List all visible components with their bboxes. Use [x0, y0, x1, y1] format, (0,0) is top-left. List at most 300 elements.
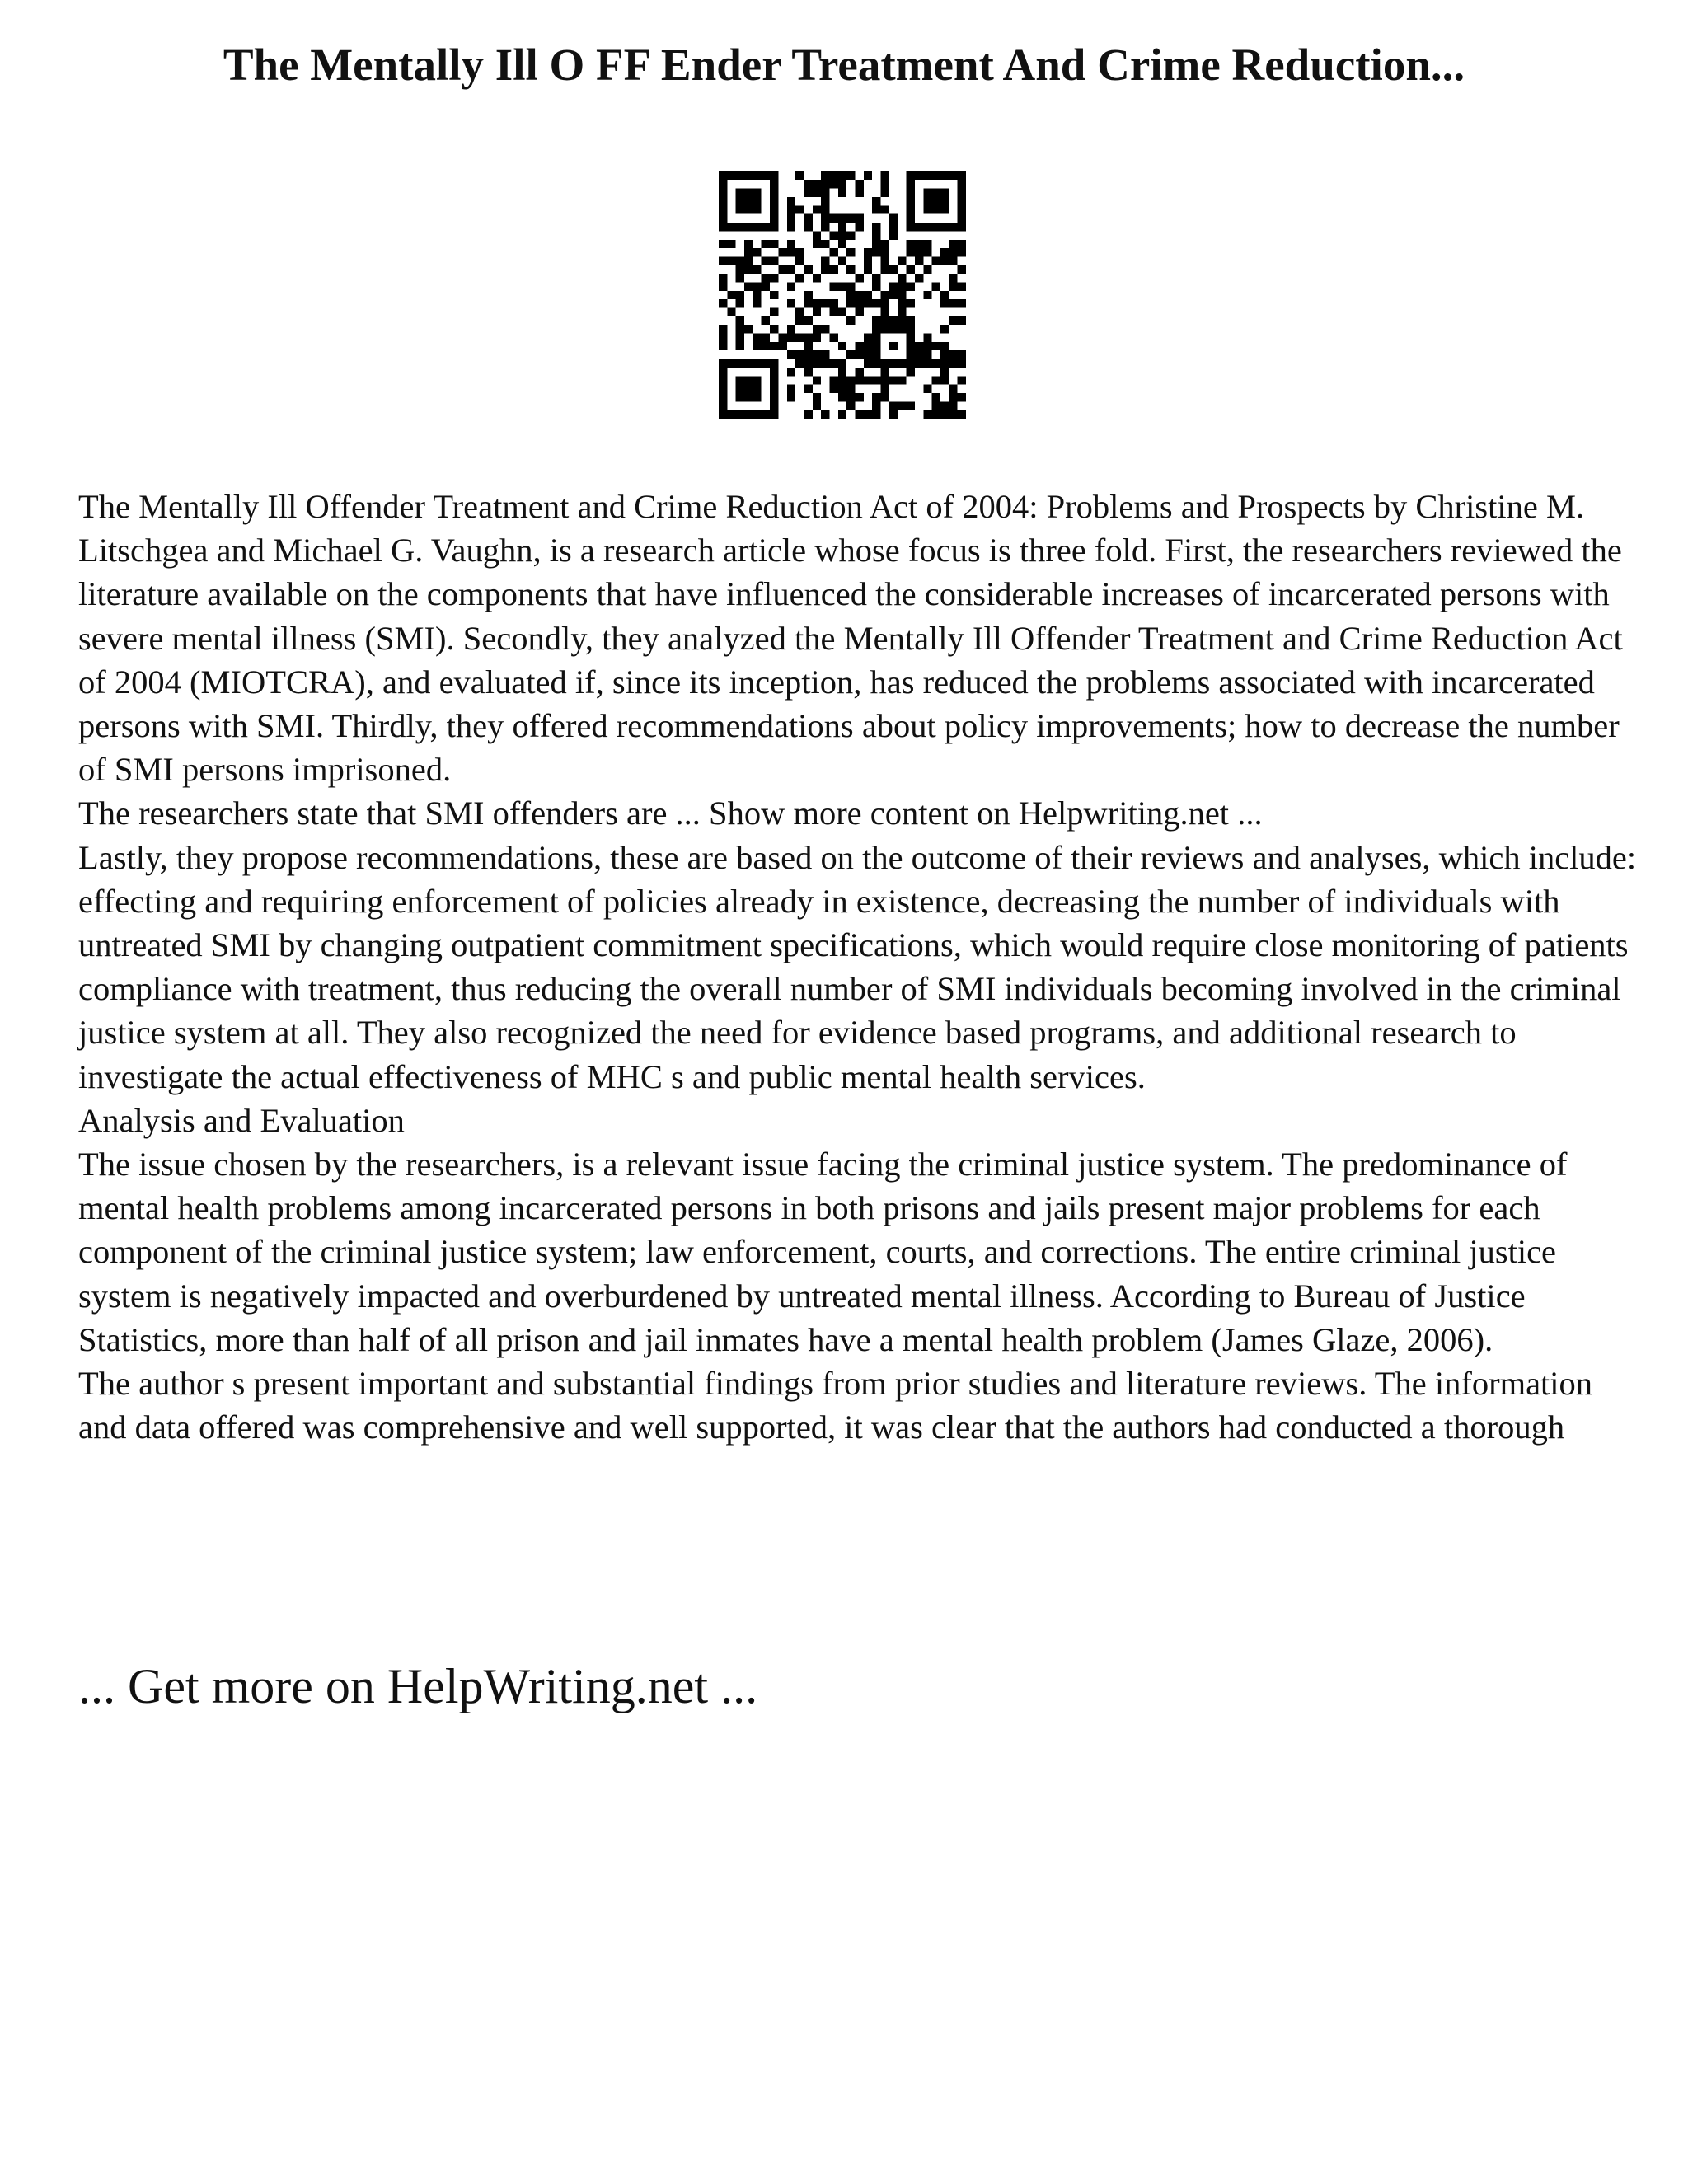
- qr-module: [958, 197, 966, 205]
- qr-module: [856, 274, 864, 282]
- qr-module: [719, 401, 727, 410]
- qr-module: [753, 265, 761, 274]
- qr-module: [864, 342, 872, 350]
- qr-module: [872, 376, 880, 384]
- qr-module: [762, 410, 770, 419]
- qr-module: [736, 334, 744, 342]
- qr-module: [856, 291, 864, 299]
- qr-module: [958, 171, 966, 180]
- qr-module: [736, 223, 744, 231]
- qr-module: [804, 334, 812, 342]
- qr-module: [813, 350, 821, 359]
- qr-module: [744, 410, 753, 419]
- qr-module: [932, 189, 940, 197]
- qr-module: [864, 265, 872, 274]
- qr-module: [846, 171, 855, 180]
- qr-module: [949, 410, 957, 419]
- qr-module: [856, 308, 864, 316]
- qr-module: [846, 393, 855, 401]
- qr-module: [949, 350, 957, 359]
- qr-module: [872, 282, 880, 290]
- qr-module: [813, 308, 821, 316]
- qr-module: [719, 376, 727, 384]
- qr-module: [898, 282, 906, 290]
- qr-module: [958, 265, 966, 274]
- qr-module: [856, 350, 864, 359]
- qr-module: [872, 316, 880, 325]
- qr-module: [907, 342, 915, 350]
- qr-module: [932, 401, 940, 410]
- qr-module: [915, 359, 923, 368]
- qr-module: [881, 240, 889, 248]
- qr-module: [949, 240, 957, 248]
- qr-module: [898, 308, 906, 316]
- qr-module: [898, 291, 906, 299]
- qr-module: [838, 256, 846, 265]
- qr-module: [856, 342, 864, 350]
- qr-module: [829, 248, 837, 256]
- qr-module: [804, 189, 812, 197]
- qr-module: [744, 325, 753, 333]
- qr-module: [838, 189, 846, 197]
- qr-module: [907, 214, 915, 223]
- section-heading-analysis: Analysis and Evaluation: [78, 1101, 405, 1139]
- qr-module: [787, 248, 795, 256]
- qr-module: [719, 274, 727, 282]
- qr-module: [872, 350, 880, 359]
- qr-module: [881, 248, 889, 256]
- qr-module: [813, 299, 821, 307]
- qr-module: [881, 256, 889, 265]
- qr-module: [864, 350, 872, 359]
- qr-module: [804, 316, 812, 325]
- qr-module: [898, 256, 906, 265]
- qr-module: [932, 410, 940, 419]
- qr-module: [719, 393, 727, 401]
- qr-module: [804, 342, 812, 350]
- qr-module: [872, 248, 880, 256]
- qr-module: [753, 393, 761, 401]
- qr-module: [958, 248, 966, 256]
- qr-module: [949, 393, 957, 401]
- qr-module: [940, 256, 949, 265]
- qr-module: [881, 291, 889, 299]
- qr-module: [829, 334, 837, 342]
- qr-module: [744, 197, 753, 205]
- qr-module: [804, 214, 812, 223]
- qr-module: [736, 189, 744, 197]
- qr-module: [736, 256, 744, 265]
- qr-module: [940, 171, 949, 180]
- qr-module: [940, 368, 949, 376]
- qr-module: [864, 334, 872, 342]
- qr-module: [770, 401, 778, 410]
- qr-module: [813, 325, 821, 333]
- qr-module: [872, 205, 880, 213]
- qr-module: [753, 334, 761, 342]
- qr-module: [762, 223, 770, 231]
- qr-module: [821, 265, 829, 274]
- qr-module: [787, 325, 795, 333]
- qr-module: [949, 299, 957, 307]
- qr-module: [795, 171, 804, 180]
- qr-module: [881, 316, 889, 325]
- qr-module: [744, 240, 753, 248]
- qr-module: [804, 291, 812, 299]
- qr-module: [719, 214, 727, 223]
- qr-module: [762, 171, 770, 180]
- qr-module: [719, 334, 727, 342]
- qr-module: [787, 393, 795, 401]
- qr-module: [864, 248, 872, 256]
- qr-module: [795, 274, 804, 282]
- qr-module: [762, 359, 770, 368]
- qr-module: [821, 223, 829, 231]
- qr-module: [898, 316, 906, 325]
- qr-module: [881, 308, 889, 316]
- qr-module: [872, 223, 880, 231]
- qr-module: [829, 265, 837, 274]
- qr-module: [719, 171, 727, 180]
- qr-module: [923, 385, 931, 393]
- qr-module: [736, 265, 744, 274]
- qr-module: [829, 359, 837, 368]
- qr-module: [736, 342, 744, 350]
- qr-module: [719, 189, 727, 197]
- qr-module: [838, 376, 846, 384]
- qr-module: [872, 359, 880, 368]
- qr-module: [753, 385, 761, 393]
- qr-module: [940, 325, 949, 333]
- qr-module: [949, 274, 957, 282]
- qr-module: [958, 350, 966, 359]
- qr-module: [770, 308, 778, 316]
- qr-module: [753, 248, 761, 256]
- qr-module: [856, 299, 864, 307]
- qr-module: [898, 299, 906, 307]
- qr-module: [762, 316, 770, 325]
- qr-module: [923, 350, 931, 359]
- qr-module: [932, 256, 940, 265]
- qr-module: [856, 189, 864, 197]
- qr-module: [872, 197, 880, 205]
- qr-module: [787, 282, 795, 290]
- qr-module: [744, 256, 753, 265]
- qr-module: [872, 410, 880, 419]
- qr-module: [958, 299, 966, 307]
- qr-module: [813, 359, 821, 368]
- qr-module: [958, 240, 966, 248]
- qr-module: [949, 316, 957, 325]
- qr-module: [898, 376, 906, 384]
- qr-module: [770, 171, 778, 180]
- qr-module: [821, 299, 829, 307]
- qr-module: [804, 410, 812, 419]
- qr-module: [795, 359, 804, 368]
- qr-module: [881, 299, 889, 307]
- qr-module: [881, 205, 889, 213]
- qr-module: [864, 410, 872, 419]
- qr-module: [719, 342, 727, 350]
- qr-module: [744, 376, 753, 384]
- qr-module: [804, 223, 812, 231]
- qr-module: [923, 223, 931, 231]
- qr-module: [881, 325, 889, 333]
- qr-module: [923, 410, 931, 419]
- qr-module: [846, 291, 855, 299]
- qr-module: [872, 274, 880, 282]
- qr-module: [923, 291, 931, 299]
- qr-module: [821, 350, 829, 359]
- qr-module: [744, 385, 753, 393]
- qr-module: [846, 401, 855, 410]
- qr-module: [753, 410, 761, 419]
- qr-module: [940, 410, 949, 419]
- qr-module: [744, 265, 753, 274]
- qr-module: [889, 282, 898, 290]
- qr-module: [770, 214, 778, 223]
- qr-module: [907, 401, 915, 410]
- qr-module: [762, 240, 770, 248]
- qr-module: [846, 350, 855, 359]
- qr-module: [736, 299, 744, 307]
- qr-module: [770, 223, 778, 231]
- qr-module: [907, 316, 915, 325]
- qr-module: [958, 214, 966, 223]
- qr-module: [838, 214, 846, 223]
- qr-module: [838, 308, 846, 316]
- qr-module: [872, 334, 880, 342]
- qr-module: [787, 350, 795, 359]
- qr-module: [846, 282, 855, 290]
- qr-module: [846, 316, 855, 325]
- qr-module: [889, 214, 898, 223]
- qr-module: [762, 334, 770, 342]
- qr-module: [770, 393, 778, 401]
- qr-module: [770, 359, 778, 368]
- qr-module: [846, 376, 855, 384]
- qr-module: [846, 248, 855, 256]
- qr-module: [838, 393, 846, 401]
- qr-module: [736, 171, 744, 180]
- qr-module: [915, 171, 923, 180]
- qr-module: [744, 359, 753, 368]
- qr-module: [940, 291, 949, 299]
- qr-module: [719, 240, 727, 248]
- qr-module: [727, 256, 735, 265]
- qr-module: [753, 223, 761, 231]
- qr-module: [821, 205, 829, 213]
- qr-module: [940, 350, 949, 359]
- qr-module: [787, 299, 795, 307]
- qr-module: [889, 316, 898, 325]
- page-title: The Mentally Ill O FF Ender Treatment And Crime Reduction...: [223, 40, 1465, 90]
- qr-module: [727, 223, 735, 231]
- qr-module: [829, 214, 837, 223]
- qr-module: [719, 385, 727, 393]
- qr-module: [829, 231, 837, 239]
- qr-module: [795, 316, 804, 325]
- qr-module: [838, 223, 846, 231]
- qr-module: [923, 359, 931, 368]
- qr-module: [770, 205, 778, 213]
- qr-module: [838, 240, 846, 248]
- qr-module: [736, 385, 744, 393]
- qr-module: [804, 180, 812, 188]
- qr-module: [770, 240, 778, 248]
- qr-module: [787, 385, 795, 393]
- qr-module: [753, 197, 761, 205]
- qr-module: [787, 334, 795, 342]
- qr-module: [864, 171, 872, 180]
- qr-module: [838, 359, 846, 368]
- qr-module: [932, 223, 940, 231]
- qr-module: [736, 325, 744, 333]
- qr-module: [958, 205, 966, 213]
- qr-module: [889, 401, 898, 410]
- qr-module: [838, 385, 846, 393]
- qr-module: [949, 223, 957, 231]
- paragraph-show-more: The researchers state that SMI offenders are ... Show more content on Helpwriting.net ...: [78, 794, 1263, 832]
- qr-module: [846, 385, 855, 393]
- qr-module: [907, 368, 915, 376]
- qr-module: [856, 180, 864, 188]
- qr-module: [949, 248, 957, 256]
- qr-module: [787, 197, 795, 205]
- qr-module: [795, 308, 804, 316]
- qr-module: [829, 385, 837, 393]
- qr-module: [736, 316, 744, 325]
- qr-module: [856, 410, 864, 419]
- paragraph-analysis: The issue chosen by the researchers, is a relevant issue facing the criminal justice system. The predominance of mental health problems among incarcerated persons in both prisons and jails present major problems for each component of the criminal justice system; law enforcement, courts, and corrections. The entire criminal justice system is negatively impacted and overburdened by untreated mental illness. According to Bureau of Justice Statistics, more than half of all prison and jail inmates have a mental health problem (James Glaze, 2006).: [78, 1146, 1568, 1358]
- qr-module: [932, 376, 940, 384]
- qr-module: [940, 189, 949, 197]
- qr-module: [907, 189, 915, 197]
- qr-module: [787, 214, 795, 223]
- qr-module: [940, 205, 949, 213]
- qr-module: [958, 376, 966, 384]
- qr-code-icon[interactable]: [719, 171, 966, 419]
- qr-module: [770, 197, 778, 205]
- qr-module: [753, 189, 761, 197]
- qr-module: [770, 342, 778, 350]
- qr-module: [770, 291, 778, 299]
- qr-module: [915, 274, 923, 282]
- qr-module: [889, 291, 898, 299]
- qr-module: [881, 393, 889, 401]
- qr-module: [907, 359, 915, 368]
- qr-module: [821, 197, 829, 205]
- qr-module: [958, 410, 966, 419]
- qr-module: [813, 401, 821, 410]
- qr-module: [958, 316, 966, 325]
- qr-module: [907, 205, 915, 213]
- qr-module: [907, 171, 915, 180]
- qr-module: [821, 240, 829, 248]
- qr-module: [727, 171, 735, 180]
- qr-module: [744, 171, 753, 180]
- qr-module: [744, 248, 753, 256]
- qr-module: [753, 291, 761, 299]
- get-more-link[interactable]: ... Get more on HelpWriting.net ...: [78, 1659, 758, 1713]
- qr-module: [889, 410, 898, 419]
- qr-module: [753, 342, 761, 350]
- qr-module: [923, 334, 931, 342]
- qr-module: [907, 240, 915, 248]
- qr-module: [838, 171, 846, 180]
- qr-module: [813, 334, 821, 342]
- qr-module: [838, 342, 846, 350]
- qr-module: [821, 189, 829, 197]
- qr-module: [940, 359, 949, 368]
- qr-module: [795, 350, 804, 359]
- qr-module: [778, 342, 786, 350]
- qr-module: [727, 359, 735, 368]
- qr-module: [915, 342, 923, 350]
- qr-module: [829, 282, 837, 290]
- qr-module: [719, 180, 727, 188]
- qr-module: [795, 334, 804, 342]
- qr-module: [762, 342, 770, 350]
- qr-module: [829, 308, 837, 316]
- qr-module: [770, 325, 778, 333]
- qr-module: [770, 376, 778, 384]
- qr-module: [719, 205, 727, 213]
- qr-module: [846, 265, 855, 274]
- qr-module: [958, 282, 966, 290]
- qr-module: [770, 410, 778, 419]
- qr-module: [923, 342, 931, 350]
- qr-module: [881, 385, 889, 393]
- qr-module: [889, 376, 898, 384]
- qr-module: [923, 265, 931, 274]
- qr-module: [813, 205, 821, 213]
- qr-module: [838, 368, 846, 376]
- qr-module: [804, 368, 812, 376]
- qr-module: [762, 256, 770, 265]
- qr-module: [949, 359, 957, 368]
- qr-module: [907, 325, 915, 333]
- qr-module: [846, 214, 855, 223]
- qr-module: [881, 376, 889, 384]
- qr-module: [813, 376, 821, 384]
- qr-module: [864, 291, 872, 299]
- qr-module: [923, 171, 931, 180]
- qr-module: [838, 410, 846, 419]
- qr-module: [949, 401, 957, 410]
- qr-module: [727, 240, 735, 248]
- qr-module: [872, 231, 880, 239]
- qr-module: [949, 256, 957, 265]
- qr-module: [846, 299, 855, 307]
- qr-module: [898, 401, 906, 410]
- qr-module: [923, 189, 931, 197]
- qr-module: [958, 189, 966, 197]
- qr-module: [736, 410, 744, 419]
- qr-module: [864, 299, 872, 307]
- qr-module: [872, 342, 880, 350]
- qr-module: [881, 180, 889, 188]
- qr-module: [727, 410, 735, 419]
- qr-module: [958, 393, 966, 401]
- qr-module: [719, 223, 727, 231]
- qr-module: [753, 299, 761, 307]
- qr-module: [889, 342, 898, 350]
- qr-module: [795, 205, 804, 213]
- qr-module: [736, 376, 744, 384]
- qr-module: [872, 325, 880, 333]
- qr-module: [923, 205, 931, 213]
